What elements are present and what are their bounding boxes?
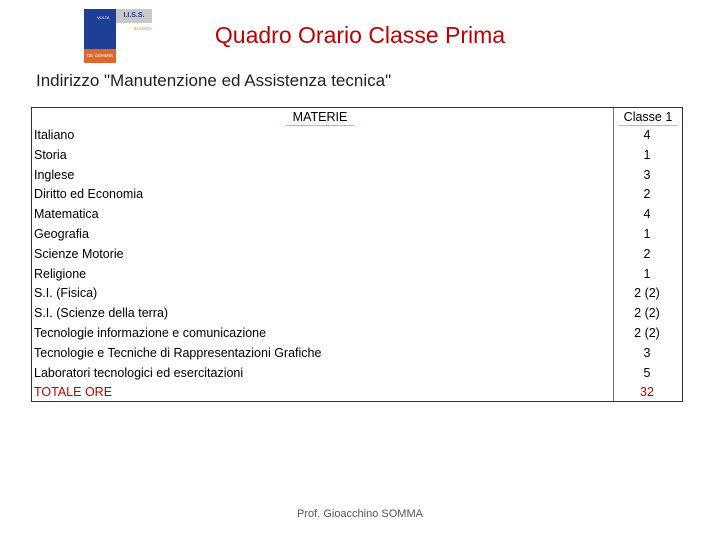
- total-hours: 32: [640, 385, 654, 400]
- hours-cell: 4: [643, 128, 651, 142]
- hours-cell: 4: [643, 207, 651, 222]
- logo-vertical-text-right: BITONTO: [134, 26, 152, 31]
- subject-cell: Italiano: [34, 128, 75, 142]
- logo-bottom-text: DE GEMMIS: [84, 49, 116, 63]
- subject-cell: Matematica: [34, 207, 99, 222]
- header-subjects: MATERIE: [286, 110, 354, 126]
- schedule-table: [31, 107, 683, 402]
- subject-cell: Diritto ed Economia: [34, 187, 144, 202]
- hours-cell: 2: [643, 246, 651, 261]
- subject-cell: Geografia: [34, 226, 89, 241]
- subject-cell: S.I. (Scienze della terra): [34, 306, 169, 321]
- subject-cell: Storia: [34, 147, 67, 162]
- logo-vertical-text-left: VOLTA: [97, 15, 110, 20]
- hours-cell: 2 (2): [634, 325, 660, 340]
- hours-cell: 2 (2): [634, 286, 660, 301]
- subject-cell: Tecnologie e Tecniche di Rappresentazioni Grafiche: [34, 345, 322, 360]
- hours-cell: 3: [643, 167, 651, 182]
- subjects-column: [34, 126, 321, 403]
- subject-cell: Laboratori tecnologici ed esercitazioni: [34, 365, 244, 380]
- hours-cell: 2: [643, 187, 651, 202]
- logo-top-text: I.I.S.S.: [116, 9, 152, 23]
- subject-cell: Tecnologie informazione e comunicazione: [34, 325, 267, 340]
- hours-cell: 1: [643, 226, 651, 241]
- subject-cell: Religione: [34, 266, 87, 281]
- hours-cell: 1: [643, 147, 651, 162]
- hours-cell: 1: [643, 266, 651, 281]
- author-footer: Prof. Gioacchino SOMMA: [297, 508, 423, 520]
- total-label: TOTALE ORE: [34, 385, 113, 400]
- page-subtitle: Indirizzo "Manutenzione ed Assistenza tecnica": [36, 71, 392, 90]
- hours-cell: 3: [643, 345, 651, 360]
- hours-cell: 5: [643, 365, 651, 380]
- hours-cell: 2 (2): [634, 306, 660, 321]
- subject-cell: Scienze Motorie: [34, 246, 124, 261]
- subject-cell: S.I. (Fisica): [34, 286, 98, 301]
- page-title: Quadro Orario Classe Prima: [214, 22, 506, 48]
- header-class: Classe 1: [618, 110, 678, 126]
- subject-cell: Inglese: [34, 167, 75, 182]
- hours-column: [614, 126, 680, 403]
